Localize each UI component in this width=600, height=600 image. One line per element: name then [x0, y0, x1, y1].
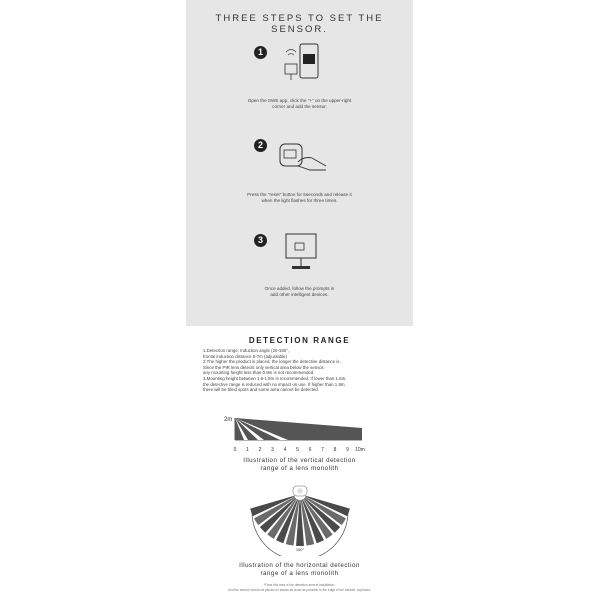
tick-label: 7 — [321, 447, 324, 453]
step-1-number: 1 — [254, 46, 267, 59]
step-3-text: Once added, follow the prompts in add other intelligent devices. — [264, 286, 335, 297]
desc-line: there will be blind spots and some area cannot be detected. — [203, 387, 319, 393]
tick-label: 6 — [308, 447, 312, 453]
tick-label: 4 — [283, 447, 287, 453]
tick-label: 3 — [271, 447, 274, 453]
tick-label: 1 — [246, 447, 249, 453]
desc-line: any mounting height less than 0.9m is not recommended. — [203, 370, 315, 376]
fan-segments — [250, 496, 350, 546]
vertical-range-diagram — [220, 410, 380, 458]
tick-label: 2 — [258, 447, 262, 453]
step-1-text: Open the SWE app, click the "+" on the upper-right corner and add the sensor. — [247, 98, 352, 109]
tick-label: 5 — [296, 447, 299, 453]
phone-app-icon — [280, 40, 330, 90]
desc-line: 2.The higher the product is placed, the longer the detective distance is. — [203, 359, 341, 365]
monitor-icon — [282, 230, 322, 274]
detection-description — [203, 348, 403, 393]
horizontal-range-diagram — [240, 484, 360, 556]
footnotes: *Fans this area is the detection area in installation. And the sensor should be placed on stacks as close as possible to the edge of the cabinet, cupboard. — [227, 583, 371, 592]
desc-line: 1.Detection range: Induction angle (20-150°, — [203, 348, 290, 353]
desc-line: 3.Mounting height between 1.6-1.8m is recommended. If lower than 1.6m, — [203, 375, 347, 381]
detection-zone — [235, 418, 362, 440]
step-3-number: 3 — [254, 234, 267, 247]
press-reset-icon — [274, 136, 330, 180]
tick-label: 10m — [355, 447, 365, 453]
tick-label: 0 — [233, 447, 237, 453]
tick-label: 8 — [333, 447, 337, 453]
step-2-number: 2 — [254, 139, 267, 152]
angle-label: 150° — [295, 547, 305, 552]
desc-line: Since the PIR lens detects only vertical area below the sensor, — [203, 364, 325, 370]
desc-line: the detective range is reduced with no impact on use. If higher than 1.8m, — [203, 381, 346, 387]
tick-labels — [234, 447, 365, 453]
horizontal-caption: Illustration of the horizontal detection range of a lens monolith — [239, 562, 360, 577]
height-label: 2m — [224, 417, 233, 423]
step-2-text: Press the "reset" button for 5seconds and release it when the light flashes for three times. — [247, 192, 352, 203]
sensor-lens — [298, 489, 303, 494]
tick-label: 9 — [346, 447, 349, 453]
page-title: THREE STEPS TO SET THE SENSOR. — [215, 13, 384, 35]
vertical-caption: Illustration of the vertical detection range of a lens monolith — [243, 457, 356, 472]
detection-heading: DETECTION RANGE — [248, 336, 351, 345]
desc-line: frontal induction distance 5-7m (adjustable) — [203, 353, 287, 359]
